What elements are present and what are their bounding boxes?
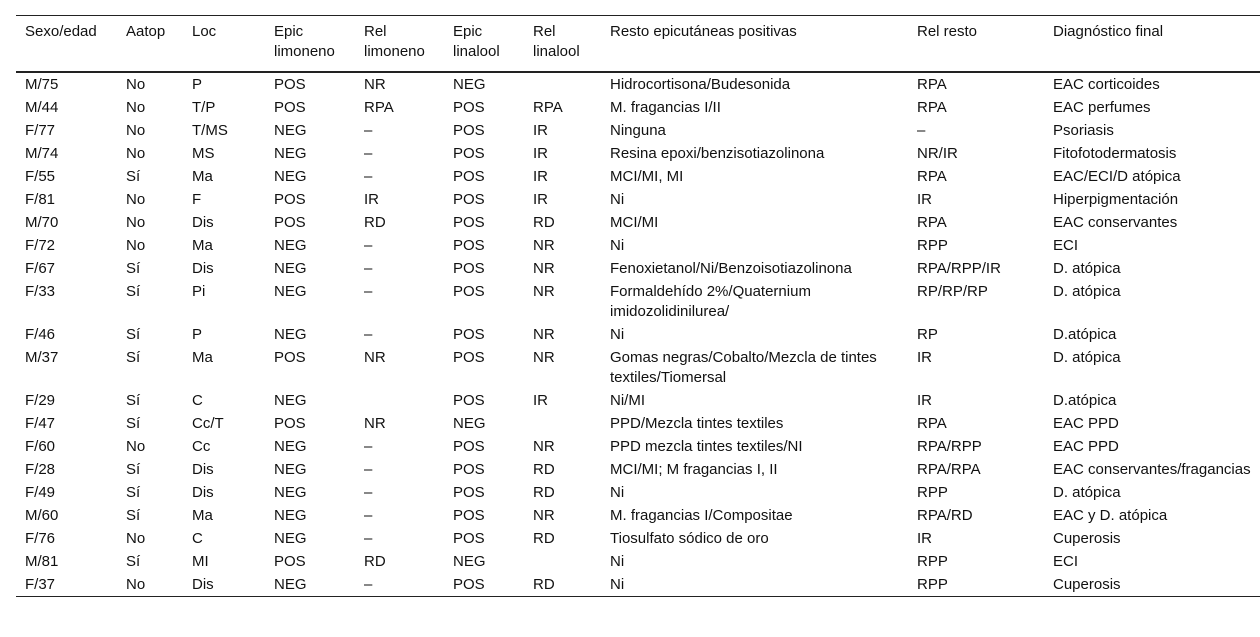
cell-diagnostico-final: EAC PPD <box>1053 437 1119 455</box>
cell-loc: Pi <box>192 282 206 300</box>
cell-rel-linalool <box>524 550 601 573</box>
cell-sexo-edad: F/55 <box>25 167 56 185</box>
cell-rel-limoneno <box>355 389 444 412</box>
cell-epic-limoneno: POS <box>274 414 306 432</box>
cell-epic-limoneno: POS <box>274 213 306 231</box>
cell-aatop: Sí <box>126 348 141 366</box>
cell-epic-linalool: POS <box>453 460 485 478</box>
cell-rel-limoneno: – <box>364 236 373 254</box>
cell-resto-epicutaneas: Ni <box>610 552 625 570</box>
column-header-rel-resto: Rel resto <box>917 23 978 40</box>
cell-resto-epicutaneas: Tiosulfato sódico de oro <box>610 529 769 547</box>
cell-epic-limoneno: NEG <box>274 236 307 254</box>
cell-aatop: No <box>126 529 146 547</box>
cell-rel-resto: RPP <box>917 236 948 254</box>
cell-aatop: Sí <box>126 259 141 277</box>
table-row <box>16 458 1260 481</box>
cell-diagnostico-final: D.atópica <box>1053 325 1117 343</box>
cell-loc: Dis <box>192 460 214 478</box>
cell-sexo-edad: M/60 <box>25 506 59 524</box>
cell-loc: Dis <box>192 575 214 593</box>
cell-aatop: No <box>126 190 146 208</box>
cell-epic-limoneno: POS <box>274 75 306 93</box>
cell-rel-linalool: RD <box>533 529 555 547</box>
cell-rel-linalool: NR <box>533 348 555 366</box>
cell-resto-epicutaneas: PPD/Mezcla tintes textiles <box>610 414 784 432</box>
cell-epic-limoneno: POS <box>274 552 306 570</box>
cell-loc: MI <box>192 552 209 570</box>
table-row <box>16 96 1260 119</box>
cell-rel-linalool: NR <box>533 236 555 254</box>
cell-rel-resto: RPA <box>917 75 947 93</box>
table-row <box>16 412 1260 435</box>
cell-aatop: No <box>126 437 146 455</box>
cell-rel-resto: RP/RP/RP <box>917 282 988 300</box>
cell-diagnostico-final: EAC PPD <box>1053 414 1119 432</box>
table-row <box>16 280 1260 323</box>
cell-loc: P <box>192 75 203 93</box>
cell-resto-epicutaneas: MCI/MI <box>610 213 659 231</box>
cell-rel-limoneno: NR <box>364 414 386 432</box>
cell-sexo-edad: F/29 <box>25 391 56 409</box>
table-header-row <box>16 16 1260 73</box>
table-body <box>16 72 1260 597</box>
cell-rel-limoneno: – <box>364 575 373 593</box>
cell-resto-epicutaneas: MCI/MI, MI <box>610 167 684 185</box>
cell-loc: Dis <box>192 259 214 277</box>
column-header-loc: Loc <box>192 23 217 40</box>
cell-loc: C <box>192 529 203 547</box>
cell-rel-resto: RPA <box>917 414 947 432</box>
cell-rel-resto: RPA/RPA <box>917 460 981 478</box>
cell-epic-linalool: POS <box>453 259 485 277</box>
cell-resto-epicutaneas: Fenoxietanol/Ni/Benzoisotiazolinona <box>610 259 852 277</box>
table-row <box>16 323 1260 346</box>
cell-rel-limoneno: – <box>364 325 373 343</box>
cell-epic-linalool: POS <box>453 529 485 547</box>
cell-sexo-edad: F/76 <box>25 529 56 547</box>
cell-aatop: No <box>126 121 146 139</box>
cell-rel-linalool: RD <box>533 213 555 231</box>
cell-rel-resto: RPA/RD <box>917 506 973 524</box>
cell-diagnostico-final: EAC conservantes <box>1053 213 1178 231</box>
cell-loc: Dis <box>192 213 214 231</box>
cell-rel-linalool: NR <box>533 282 555 300</box>
cell-aatop: Sí <box>126 325 141 343</box>
cell-loc: Ma <box>192 236 213 254</box>
cell-sexo-edad: F/49 <box>25 483 56 501</box>
cell-epic-limoneno: NEG <box>274 144 307 162</box>
cell-aatop: No <box>126 75 146 93</box>
cell-rel-resto: IR <box>917 348 932 366</box>
cell-diagnostico-final: D. atópica <box>1053 348 1121 366</box>
cell-sexo-edad: M/44 <box>25 98 59 116</box>
table-row <box>16 234 1260 257</box>
cell-rel-resto: RPP <box>917 575 948 593</box>
column-header-epic-linalool: Epic linalool <box>453 23 500 60</box>
cell-epic-linalool: NEG <box>453 414 486 432</box>
cell-diagnostico-final: ECI <box>1053 236 1079 254</box>
cell-rel-limoneno: – <box>364 506 373 524</box>
cell-rel-limoneno: – <box>364 121 373 139</box>
cell-resto-epicutaneas: Ni <box>610 575 625 593</box>
cell-rel-linalool: NR <box>533 325 555 343</box>
cell-sexo-edad: F/33 <box>25 282 56 300</box>
cell-resto-epicutaneas: Resina epoxi/benzisotiazolinona <box>610 144 825 162</box>
cell-rel-linalool: NR <box>533 259 555 277</box>
cell-diagnostico-final: D. atópica <box>1053 483 1121 501</box>
cell-diagnostico-final: D.atópica <box>1053 391 1117 409</box>
cell-loc: P <box>192 325 203 343</box>
cell-loc: Cc <box>192 437 211 455</box>
table-row <box>16 346 1260 389</box>
cell-diagnostico-final: Cuperosis <box>1053 529 1121 547</box>
cell-epic-limoneno: NEG <box>274 483 307 501</box>
cell-epic-linalool: POS <box>453 575 485 593</box>
cell-loc: Ma <box>192 506 213 524</box>
cell-rel-linalool: IR <box>533 121 548 139</box>
cell-rel-limoneno: – <box>364 437 373 455</box>
cell-epic-limoneno: NEG <box>274 121 307 139</box>
cell-rel-resto: RPA <box>917 98 947 116</box>
cell-epic-linalool: POS <box>453 213 485 231</box>
cell-diagnostico-final: D. atópica <box>1053 259 1121 277</box>
cell-sexo-edad: F/28 <box>25 460 56 478</box>
cell-epic-limoneno: NEG <box>274 167 307 185</box>
cell-rel-limoneno: NR <box>364 75 386 93</box>
cell-rel-linalool: RD <box>533 483 555 501</box>
cell-sexo-edad: M/75 <box>25 75 59 93</box>
cell-aatop: Sí <box>126 167 141 185</box>
cell-resto-epicutaneas: Ni/MI <box>610 391 645 409</box>
column-header-sexo-edad: Sexo/edad <box>25 23 97 40</box>
table-row <box>16 119 1260 142</box>
cell-rel-linalool: IR <box>533 190 548 208</box>
cell-rel-limoneno: – <box>364 259 373 277</box>
cell-aatop: Sí <box>126 552 141 570</box>
cell-rel-resto: RPP <box>917 552 948 570</box>
cell-sexo-edad: F/47 <box>25 414 56 432</box>
cell-resto-epicutaneas: MCI/MI; M fragancias I, II <box>610 460 778 478</box>
column-header-rel-linalool: Rel linalool <box>533 23 580 60</box>
cell-loc: MS <box>192 144 215 162</box>
column-header-epic-limoneno: Epic limoneno <box>274 23 335 60</box>
cell-rel-linalool: NR <box>533 437 555 455</box>
cell-rel-linalool: NR <box>533 506 555 524</box>
cell-rel-resto: RPP <box>917 483 948 501</box>
cell-diagnostico-final: Fitofotodermatosis <box>1053 144 1177 162</box>
cell-resto-epicutaneas: Gomas negras/Cobalto/Mezcla de tintes textiles/Tiomersal <box>610 348 877 386</box>
cell-aatop: No <box>126 98 146 116</box>
cell-rel-limoneno: RD <box>364 552 386 570</box>
cell-epic-linalool: POS <box>453 236 485 254</box>
cell-epic-limoneno: NEG <box>274 259 307 277</box>
table-row <box>16 165 1260 188</box>
cell-sexo-edad: M/37 <box>25 348 59 366</box>
cell-sexo-edad: F/67 <box>25 259 56 277</box>
cell-epic-limoneno: NEG <box>274 575 307 593</box>
cell-sexo-edad: F/72 <box>25 236 56 254</box>
cell-rel-resto: RPA <box>917 167 947 185</box>
table-row <box>16 481 1260 504</box>
cell-rel-limoneno: – <box>364 167 373 185</box>
cell-aatop: Sí <box>126 460 141 478</box>
cell-sexo-edad: M/81 <box>25 552 59 570</box>
cell-loc: Dis <box>192 483 214 501</box>
cell-diagnostico-final: EAC conservantes/fragancias <box>1053 460 1251 478</box>
cell-rel-resto: RP <box>917 325 938 343</box>
cell-aatop: Sí <box>126 391 141 409</box>
table-row <box>16 435 1260 458</box>
cell-rel-limoneno: NR <box>364 348 386 366</box>
cell-epic-linalool: POS <box>453 121 485 139</box>
cell-epic-linalool: POS <box>453 391 485 409</box>
cell-rel-linalool: IR <box>533 391 548 409</box>
cell-rel-linalool: RD <box>533 460 555 478</box>
table-row <box>16 211 1260 234</box>
cell-loc: Ma <box>192 348 213 366</box>
cell-rel-limoneno: RPA <box>364 98 394 116</box>
table-row <box>16 527 1260 550</box>
cell-rel-resto: IR <box>917 529 932 547</box>
cell-epic-linalool: NEG <box>453 75 486 93</box>
cell-epic-limoneno: NEG <box>274 325 307 343</box>
cell-rel-limoneno: – <box>364 483 373 501</box>
cell-epic-linalool: POS <box>453 282 485 300</box>
cell-diagnostico-final: D. atópica <box>1053 282 1121 300</box>
cell-resto-epicutaneas: Hidrocortisona/Budesonida <box>610 75 791 93</box>
cell-rel-limoneno: – <box>364 144 373 162</box>
cell-resto-epicutaneas: Ni <box>610 236 625 254</box>
cell-rel-linalool: RD <box>533 575 555 593</box>
cell-epic-linalool: POS <box>453 348 485 366</box>
cell-resto-epicutaneas: M. fragancias I/Compositae <box>610 506 793 524</box>
cell-diagnostico-final: Psoriasis <box>1053 121 1114 139</box>
cell-loc: T/MS <box>192 121 228 139</box>
table-row <box>16 142 1260 165</box>
cell-rel-linalool: IR <box>533 167 548 185</box>
cell-epic-limoneno: NEG <box>274 391 307 409</box>
cell-loc: T/P <box>192 98 216 116</box>
cell-rel-limoneno: – <box>364 529 373 547</box>
cell-loc: F <box>192 190 202 208</box>
cell-aatop: No <box>126 213 146 231</box>
table-row <box>16 389 1260 412</box>
cell-epic-linalool: POS <box>453 167 485 185</box>
cell-epic-limoneno: NEG <box>274 282 307 300</box>
cell-rel-limoneno: RD <box>364 213 386 231</box>
cell-diagnostico-final: EAC y D. atópica <box>1053 506 1168 524</box>
table-row <box>16 257 1260 280</box>
cell-epic-limoneno: POS <box>274 190 306 208</box>
patch-test-results-table <box>16 15 1260 597</box>
cell-aatop: Sí <box>126 282 141 300</box>
cell-resto-epicutaneas: M. fragancias I/II <box>610 98 721 116</box>
cell-resto-epicutaneas: Ninguna <box>610 121 666 139</box>
cell-aatop: Sí <box>126 414 141 432</box>
column-header-aatop: Aatop <box>126 23 166 40</box>
cell-epic-linalool: POS <box>453 98 485 116</box>
cell-rel-resto: RPA/RPP/IR <box>917 259 1001 277</box>
cell-sexo-edad: M/70 <box>25 213 59 231</box>
cell-diagnostico-final: ECI <box>1053 552 1079 570</box>
cell-resto-epicutaneas: Ni <box>610 325 625 343</box>
cell-epic-limoneno: POS <box>274 348 306 366</box>
cell-rel-resto: IR <box>917 190 932 208</box>
cell-aatop: Sí <box>126 506 141 524</box>
cell-diagnostico-final: EAC corticoides <box>1053 75 1160 93</box>
cell-resto-epicutaneas: PPD mezcla tintes textiles/NI <box>610 437 803 455</box>
cell-aatop: No <box>126 144 146 162</box>
table-row <box>16 504 1260 527</box>
cell-aatop: No <box>126 575 146 593</box>
cell-resto-epicutaneas: Ni <box>610 190 625 208</box>
column-header-resto-epicutaneas: Resto epicutáneas positivas <box>610 23 797 40</box>
cell-loc: C <box>192 391 203 409</box>
cell-epic-linalool: NEG <box>453 552 486 570</box>
cell-rel-resto: RPA <box>917 213 947 231</box>
cell-resto-epicutaneas: Ni <box>610 483 625 501</box>
table-row <box>16 550 1260 573</box>
cell-sexo-edad: F/60 <box>25 437 56 455</box>
cell-rel-limoneno: – <box>364 282 373 300</box>
cell-aatop: Sí <box>126 483 141 501</box>
cell-epic-limoneno: NEG <box>274 460 307 478</box>
cell-rel-linalool <box>524 72 601 96</box>
cell-epic-linalool: POS <box>453 144 485 162</box>
cell-rel-linalool <box>524 412 601 435</box>
cell-epic-limoneno: NEG <box>274 529 307 547</box>
cell-epic-limoneno: NEG <box>274 437 307 455</box>
cell-resto-epicutaneas: Formaldehído 2%/Quaternium imidozolidinilurea/ <box>610 282 811 320</box>
table-row <box>16 573 1260 597</box>
cell-rel-resto: NR/IR <box>917 144 958 162</box>
cell-epic-linalool: POS <box>453 190 485 208</box>
table-row <box>16 72 1260 96</box>
cell-rel-linalool: RPA <box>533 98 563 116</box>
cell-epic-linalool: POS <box>453 483 485 501</box>
cell-sexo-edad: F/81 <box>25 190 56 208</box>
cell-epic-linalool: POS <box>453 437 485 455</box>
cell-diagnostico-final: EAC perfumes <box>1053 98 1151 116</box>
cell-sexo-edad: M/74 <box>25 144 59 162</box>
cell-rel-limoneno: IR <box>364 190 379 208</box>
cell-rel-resto: – <box>917 121 926 139</box>
cell-aatop: No <box>126 236 146 254</box>
table-row <box>16 188 1260 211</box>
cell-loc: Cc/T <box>192 414 224 432</box>
column-header-diagnostico-final: Diagnóstico final <box>1053 23 1164 40</box>
cell-diagnostico-final: Hiperpigmentación <box>1053 190 1179 208</box>
column-header-rel-limoneno: Rel limoneno <box>364 23 425 60</box>
cell-rel-resto: RPA/RPP <box>917 437 982 455</box>
cell-rel-linalool: IR <box>533 144 548 162</box>
cell-diagnostico-final: EAC/ECI/D atópica <box>1053 167 1181 185</box>
cell-loc: Ma <box>192 167 213 185</box>
cell-sexo-edad: F/46 <box>25 325 56 343</box>
cell-epic-limoneno: NEG <box>274 506 307 524</box>
cell-sexo-edad: F/37 <box>25 575 56 593</box>
cell-epic-limoneno: POS <box>274 98 306 116</box>
cell-rel-limoneno: – <box>364 460 373 478</box>
cell-diagnostico-final: Cuperosis <box>1053 575 1121 593</box>
cell-sexo-edad: F/77 <box>25 121 56 139</box>
cell-epic-linalool: POS <box>453 325 485 343</box>
cell-rel-resto: IR <box>917 391 932 409</box>
cell-epic-linalool: POS <box>453 506 485 524</box>
